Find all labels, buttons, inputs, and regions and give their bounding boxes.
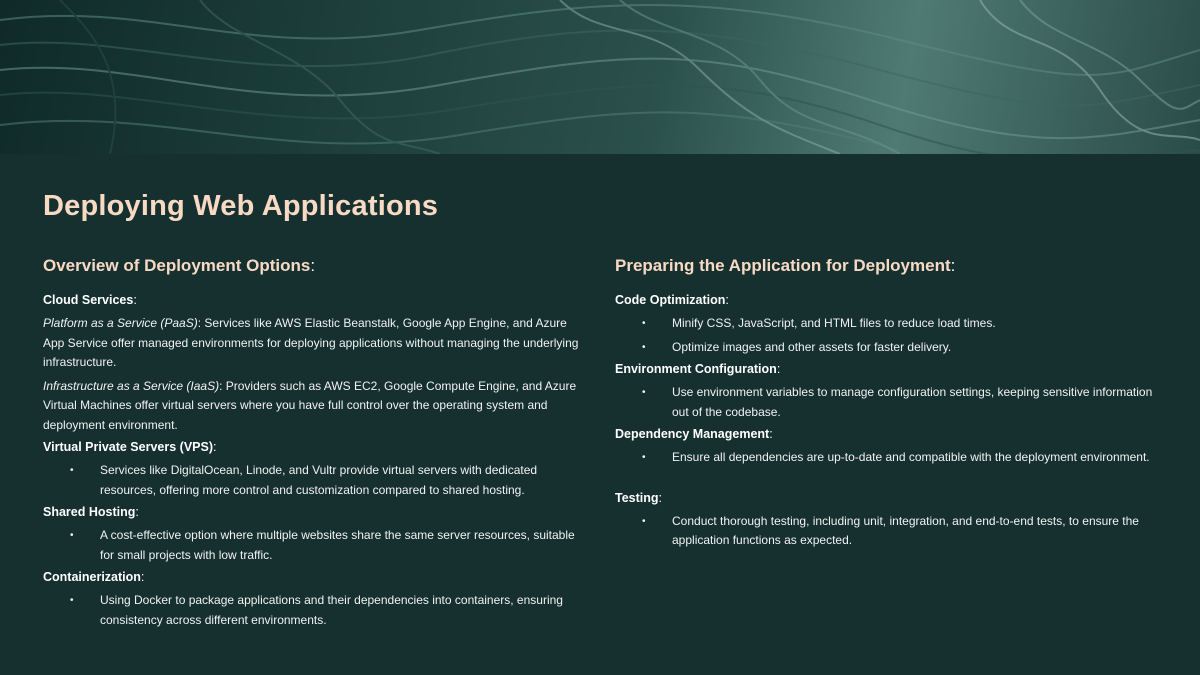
testing-bullet: • Conduct thorough testing, including unit, integration, and end-to-end tests, to ensure the application functions as expected. [642, 513, 1139, 547]
paas-paragraph: Platform as a Service (PaaS): Services like AWS Elastic Beanstalk, Google App Engine, and Azure App Service offer managed environments for deploying applications without managing the underlying infrastructure. [43, 316, 579, 369]
containerization-bullet: • Using Docker to package applications and their dependencies into containers, ensuring consistency across different environments. [70, 593, 563, 627]
slide-content [0, 154, 1200, 675]
shared-hosting-label: Shared Hosting: [43, 505, 139, 519]
slide-title: Deploying Web Applications [43, 190, 439, 222]
code-optimization-bullet: • Optimize images and other assets for faster delivery. [615, 338, 1160, 358]
iaas-paragraph: Infrastructure as a Service (IaaS): Providers such as AWS EC2, Google Compute Engine, and Azure Virtual Machines offer virtual servers where you have full control over the operating system and deployment environment. [43, 378, 577, 432]
cloud-services-label: Cloud Services: [43, 293, 137, 307]
dependency-management-bullet: • Ensure all dependencies are up-to-date and compatible with the deployment environment. [615, 448, 1160, 468]
bullet-icon: • [70, 465, 74, 476]
marble-texture [0, 0, 1200, 154]
code-optimization-bullet: • Minify CSS, JavaScript, and HTML files to reduce load times. [615, 314, 1160, 334]
shared-hosting-bullet: • A cost-effective option where multiple websites share the same server resources, suitable for small projects with low traffic. [70, 528, 575, 562]
vps-bullet: • Services like DigitalOcean, Linode, and Vultr provide virtual servers with dedicated resources, offering more control and customization compared to shared hosting. [70, 463, 538, 497]
bullet-icon: • [642, 341, 646, 353]
bullet-icon: • [70, 530, 74, 541]
environment-configuration-label: Environment Configuration: [615, 362, 781, 376]
spacer [615, 472, 1160, 490]
vps-label: Virtual Private Servers (VPS): [43, 440, 217, 454]
containerization-label: Containerization: [43, 570, 145, 584]
preparing-application-heading: Preparing the Application for Deployment: [615, 256, 956, 275]
dependency-management-label: Dependency Management: [615, 427, 773, 441]
bullet-icon: • [642, 387, 646, 398]
header-banner-image [0, 0, 1200, 154]
left-column [43, 255, 588, 634]
bullet-icon: • [642, 318, 646, 329]
testing-label: Testing: [615, 490, 663, 505]
right-column [615, 255, 1160, 555]
code-optimization-label: Code Optimization: [615, 293, 729, 307]
bullet-icon: • [642, 452, 646, 463]
deployment-options-heading: Overview of Deployment Options: [43, 256, 316, 275]
bullet-icon: • [70, 595, 74, 606]
bullet-icon: • [642, 515, 646, 527]
environment-configuration-bullet: • Use environment variables to manage configuration settings, keeping sensitive information out of the codebase. [642, 385, 1153, 419]
